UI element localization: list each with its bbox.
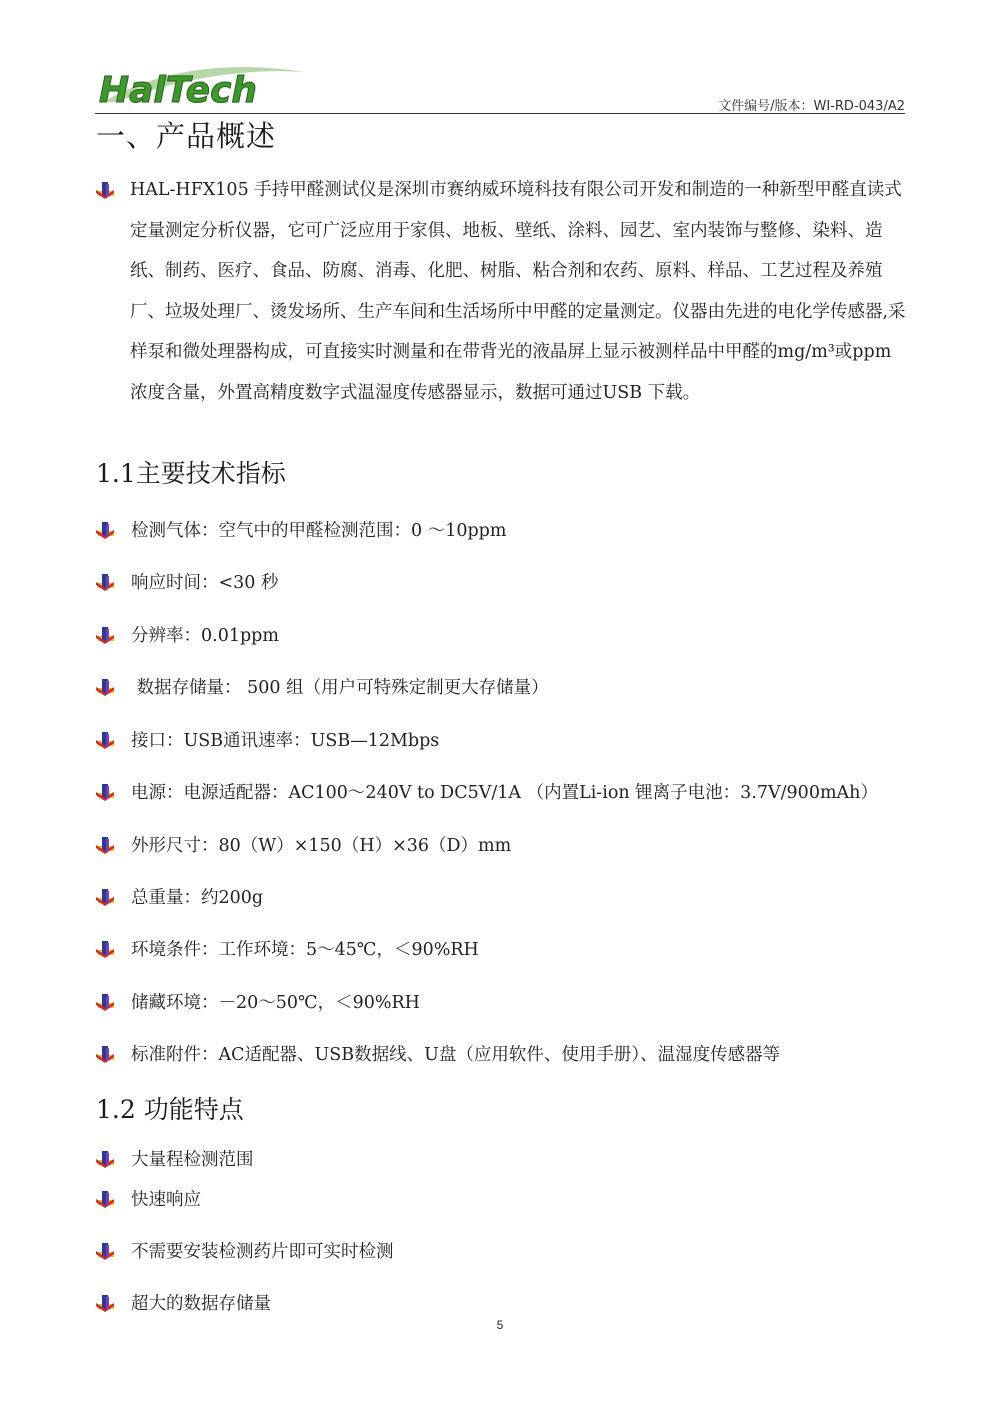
bullet-icon [96, 730, 116, 750]
bullet-icon [96, 677, 116, 697]
feature-item: 大量程检测范围 [96, 1146, 254, 1171]
bullet-icon [96, 1044, 116, 1064]
bullet-icon [96, 1293, 116, 1313]
document-id: 文件编号/版本：WI-RD-043/A2 [718, 99, 905, 114]
bullet-icon [96, 782, 116, 802]
bullet-icon [96, 1241, 116, 1261]
spec-item: 检测气体：空气中的甲醛检测范围：0 ～10ppm [96, 517, 506, 542]
spec-item: 总重量：约200g [96, 884, 263, 909]
feature-item: 不需要安装检测药片即可实时检测 [96, 1238, 394, 1263]
feature-item: 快速响应 [96, 1186, 201, 1211]
spec-item: 标准附件：AC适配器、USB数据线、U盘（应用软件、使用手册）、温湿度传感器等 [96, 1041, 780, 1066]
spec-item: 响应时间：<30 秒 [96, 569, 279, 594]
bullet-icon [96, 520, 116, 540]
bullet-icon [96, 572, 116, 592]
spec-item: 接口：USB通讯速率：USB—12Mbps [96, 727, 439, 752]
haltech-logo [95, 62, 310, 112]
bullet-icon [96, 625, 116, 645]
bullet-icon [96, 1189, 116, 1209]
spec-item: 环境条件：工作环境：5～45℃，＜90%RH [96, 936, 479, 961]
spec-item: 分辨率：0.01ppm [96, 622, 279, 647]
bullet-icon [96, 992, 116, 1012]
svg-text:HalTech: HalTech [99, 70, 258, 111]
overview-paragraph [96, 170, 906, 413]
spec-item: 外形尺寸：80（W）×150（H）×36（D）mm [96, 832, 511, 857]
section-title-features: 1.2 功能特点 [96, 1095, 244, 1124]
bullet-icon [96, 939, 116, 959]
bullet-icon [96, 1149, 116, 1169]
spec-item: 电源：电源适配器：AC100～240V to DC5V/1A （内置Li-ion 锂离子电池：3.7V/900mAh） [96, 779, 878, 804]
overview-text: HAL-HFX105 手持甲醛测试仪是深圳市赛纳威环境科技有限公司开发和制造的一种新型甲醛直读式定量测定分析仪器，它可广泛应用于家俱、地板、壁纸、涂料、园艺、室内装饰与整修、染料、造纸、制药、医疗、食品、防腐、消毒、化肥、树脂、粘合剂和农药、原料、样品、工艺过程及养殖厂、垃圾处理厂、烫发场所、生产车间和生活场所中甲醛的定量测定。仪器由先进的电化学传感器,采样泵和微处理器构成，可直接实时测量和在带背光的液晶屏上显示被测样品中甲醛的mg/m³或ppm 浓度含量，外置高精度数字式温湿度传感器显示，数据可通过USB 下载。 [130, 180, 906, 403]
spec-item: 储藏环境：－20～50℃，＜90%RH [96, 989, 420, 1014]
bullet-icon [96, 887, 116, 907]
page-header [95, 62, 905, 114]
section-title-overview: 一、产品概述 [96, 119, 277, 153]
bullet-icon [96, 180, 116, 200]
feature-item: 超大的数据存储量 [96, 1290, 271, 1315]
bullet-icon [96, 835, 116, 855]
spec-item: 数据存储量： 500 组（用户可特殊定制更大存储量） [96, 674, 549, 699]
page-number: 5 [496, 1318, 504, 1332]
section-title-specs: 1.1主要技术指标 [96, 459, 286, 488]
